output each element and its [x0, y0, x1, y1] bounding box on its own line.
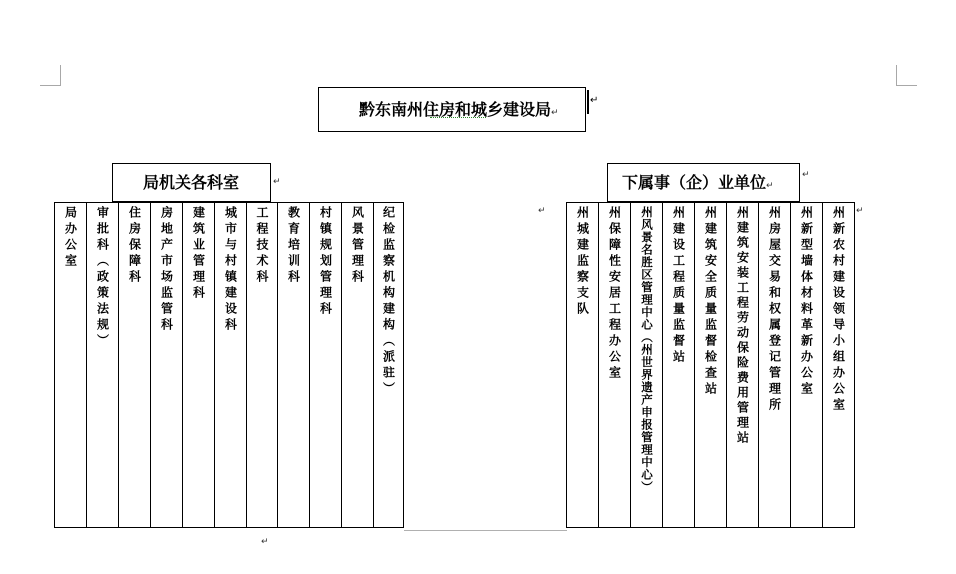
department-cell[interactable]	[119, 203, 151, 528]
paragraph-mark: ↵	[766, 181, 774, 191]
bureau-title-box[interactable]	[318, 87, 586, 132]
unit-name: 州新型墙体材料革新办公室	[799, 206, 814, 398]
unit-cell[interactable]	[567, 203, 599, 528]
paragraph-mark: ↵	[590, 95, 599, 106]
paragraph-mark: ↵	[856, 206, 864, 216]
department-cell[interactable]	[278, 203, 310, 528]
unit-cell[interactable]	[759, 203, 791, 528]
unit-cell[interactable]	[631, 203, 663, 528]
unit-name: 州建筑安装工程劳动保险费用管理站	[735, 206, 750, 446]
department-name: 城市与村镇建设科	[223, 206, 238, 334]
page-corner-mark-right	[896, 65, 917, 86]
spellcheck-underline	[430, 113, 486, 118]
department-cell[interactable]	[55, 203, 87, 528]
department-cell[interactable]	[215, 203, 247, 528]
paragraph-mark: ↵	[538, 206, 546, 216]
table-gap-baseline	[404, 530, 567, 531]
unit-name: 州城建监察支队	[575, 206, 590, 318]
paragraph-mark: ↵	[273, 177, 281, 187]
unit-cell[interactable]	[727, 203, 759, 528]
right-units-table	[566, 202, 855, 528]
department-name: 风景管理科	[350, 206, 365, 286]
department-name: 建筑业管理科	[191, 206, 206, 302]
department-name: 房地产市场监管科	[159, 206, 174, 334]
department-name: 教育培训科	[286, 206, 301, 286]
department-cell[interactable]	[87, 203, 119, 528]
unit-cell[interactable]	[663, 203, 695, 528]
unit-name: 州新农村建设领导小组办公室	[831, 206, 846, 414]
right-section-label-box[interactable]	[607, 163, 800, 202]
bureau-title: 黔东南州住房和城乡建设局	[359, 100, 552, 119]
department-cell[interactable]	[247, 203, 278, 528]
unit-name: 州房屋交易和权属登记管理所	[767, 206, 782, 414]
department-name: 局办公室	[63, 206, 78, 270]
right-section-label: 下属事（企）业单位	[622, 173, 767, 192]
department-cell[interactable]	[374, 203, 404, 528]
unit-cell[interactable]	[823, 203, 855, 528]
department-name: 审批科︵政策法规︶	[95, 206, 110, 350]
department-cell[interactable]	[310, 203, 342, 528]
unit-cell[interactable]	[791, 203, 823, 528]
paragraph-mark: ↵	[261, 537, 269, 547]
department-cell[interactable]	[183, 203, 215, 528]
text-cursor	[587, 90, 589, 114]
unit-cell[interactable]	[695, 203, 727, 528]
department-name: 纪检监察机构建构︵派驻︶	[381, 206, 396, 398]
page-corner-mark-left	[40, 65, 61, 86]
paragraph-mark: ↵	[551, 108, 559, 118]
department-name: 村镇规划管理科	[318, 206, 333, 318]
department-cell[interactable]	[151, 203, 183, 528]
unit-name: 州建筑安全质量监督检查站	[703, 206, 718, 398]
department-name: 工程技术科	[255, 206, 269, 286]
left-section-label-box[interactable]	[112, 163, 271, 202]
department-name: 住房保障科	[127, 206, 142, 286]
unit-name: 州保障性安居工程办公室	[607, 206, 622, 382]
unit-name: 州风景名胜区管理中心︵州世界遗产申报管理中心︶	[640, 206, 654, 494]
left-section-label: 局机关各科室	[143, 173, 240, 192]
unit-cell[interactable]	[599, 203, 631, 528]
paragraph-mark: ↵	[802, 170, 810, 180]
department-cell[interactable]	[342, 203, 374, 528]
unit-name: 州建设工程质量监督站	[671, 206, 686, 366]
left-departments-table	[54, 202, 404, 528]
